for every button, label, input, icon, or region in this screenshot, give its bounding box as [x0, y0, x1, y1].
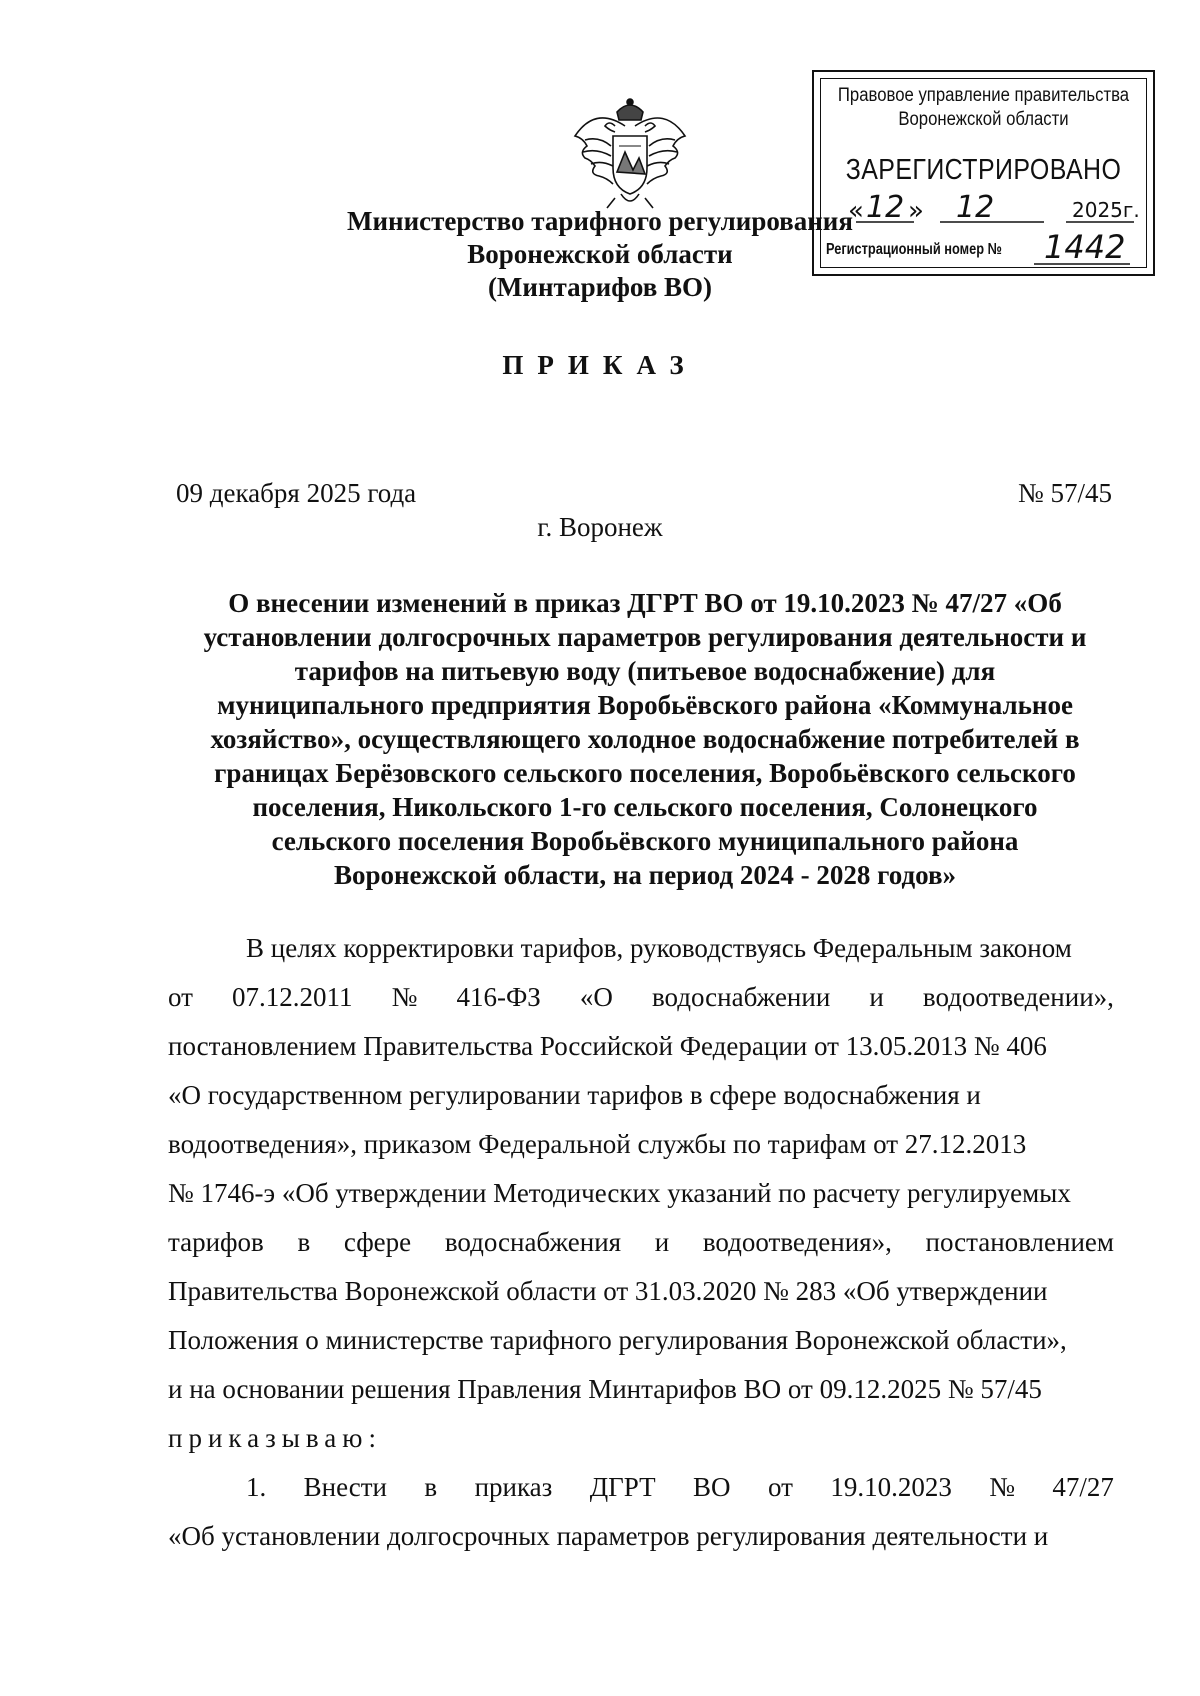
body-word: и	[869, 982, 884, 1012]
stamp-org-line2: Воронежской области	[898, 109, 1069, 130]
stamp-day: 12	[866, 190, 905, 225]
body-word: водоотведения»,	[702, 1227, 892, 1257]
stamp-status: ЗАРЕГИСТРИРОВАНО	[845, 154, 1122, 186]
body-line: и на основании решения Правления Минтарифов ВО от 09.12.2025 № 57/45	[168, 1374, 1042, 1404]
document-date: 09 декабря 2025 года	[176, 478, 417, 508]
item-1-line	[168, 1463, 1114, 1512]
body-word: 416-ФЗ	[456, 982, 541, 1012]
document-city: г. Воронеж	[537, 512, 663, 542]
body-line: № 1746-э «Об утверждении Методических указаний по расчету регулируемых	[168, 1178, 1071, 1208]
body-line: Положения о министерстве тарифного регулирования Воронежской области»,	[168, 1325, 1067, 1355]
ministry-name: Министерство тарифного регулирования	[347, 206, 853, 236]
body-line: постановлением Правительства Российской Федерации от 13.05.2013 № 406	[168, 1031, 1047, 1061]
item-word: в	[424, 1472, 438, 1502]
ministry-header	[300, 205, 900, 304]
stamp-year: 2025г.	[1072, 198, 1140, 222]
body-word: водоснабжении	[651, 982, 831, 1012]
item-word: Внести	[303, 1472, 388, 1502]
subject-line: поселения, Никольского 1-го сельского поселения, Солонецкого	[252, 792, 1038, 822]
body-line: «О государственном регулировании тарифов в сфере водоснабжения и	[168, 1080, 981, 1110]
stamp-regno: 1442	[1044, 228, 1126, 266]
body-line: водоотведения», приказом Федеральной службы по тарифам от 27.12.2013	[168, 1129, 1027, 1159]
item-1-continuation: «Об установлении долгосрочных параметров регулирования деятельности и	[168, 1521, 1049, 1551]
subject-line: тарифов на питьевую воду (питьевое водоснабжение) для	[294, 656, 996, 686]
item-word: от	[767, 1472, 793, 1502]
body-word: водоотведении»,	[922, 982, 1114, 1012]
document-type: ПРИКАЗ	[502, 350, 698, 380]
body-word: водоснабжения	[444, 1227, 622, 1257]
stamp-quote-open: «	[848, 196, 864, 226]
item-word: ДГРТ	[589, 1472, 656, 1502]
subject-line: установлении долгосрочных параметров регулирования деятельности и	[203, 622, 1087, 652]
subject-line: Воронежской области, на период 2024 - 2028 годов»	[333, 860, 957, 890]
stamp-organization	[834, 84, 1132, 132]
document-number: № 57/45	[1017, 478, 1112, 508]
item-word: 47/27	[1052, 1472, 1114, 1502]
body-word: тарифов	[168, 1227, 264, 1257]
item-word: приказ	[474, 1472, 553, 1502]
body-word: в	[297, 1227, 311, 1257]
body-word: постановлением	[925, 1227, 1114, 1257]
document-body	[168, 924, 1114, 1561]
body-line-justified	[168, 973, 1114, 1022]
coat-of-arms-icon	[565, 96, 695, 212]
stamp-org-line1: Правовое управление правительства	[837, 85, 1130, 106]
stamp-month: 12	[956, 190, 995, 225]
subject-line: О внесении изменений в приказ ДГРТ ВО от 19.10.2023 № 47/27 «Об	[228, 588, 1062, 618]
ministry-region: Воронежской области	[467, 239, 733, 269]
body-line-justified	[168, 1218, 1114, 1267]
subject-line: муниципального предприятия Воробьёвского района «Коммунальное	[217, 690, 1073, 720]
subject-line: границах Берёзовского сельского поселения, Воробьёвского сельского	[214, 758, 1076, 788]
item-word: 1.	[246, 1472, 267, 1502]
item-word: 19.10.2023	[830, 1472, 952, 1502]
body-line: В целях корректировки тарифов, руководствуясь Федеральным законом	[246, 933, 1072, 963]
body-line: Правительства Воронежской области от 31.03.2020 № 283 «Об утверждении	[168, 1276, 1048, 1306]
body-word: и	[654, 1227, 670, 1257]
document-subject	[160, 586, 1130, 892]
body-word: сфере	[343, 1227, 412, 1257]
body-word: 07.12.2011	[232, 982, 353, 1012]
stamp-quote-close: »	[908, 196, 924, 226]
body-word: №	[391, 982, 418, 1012]
item-word: ВО	[693, 1472, 731, 1502]
order-verb: приказываю:	[168, 1423, 382, 1453]
item-word: №	[989, 1472, 1015, 1502]
body-word: «О	[579, 982, 613, 1012]
body-word: от	[168, 982, 193, 1012]
subject-line: сельского поселения Воробьёвского муниципального района	[271, 826, 1019, 856]
stamp-regno-label: Регистрационный номер №	[826, 241, 1002, 258]
subject-line: хозяйство», осуществляющего холодное водоснабжение потребителей в	[210, 724, 1080, 754]
ministry-abbr: (Минтарифов ВО)	[487, 272, 713, 302]
